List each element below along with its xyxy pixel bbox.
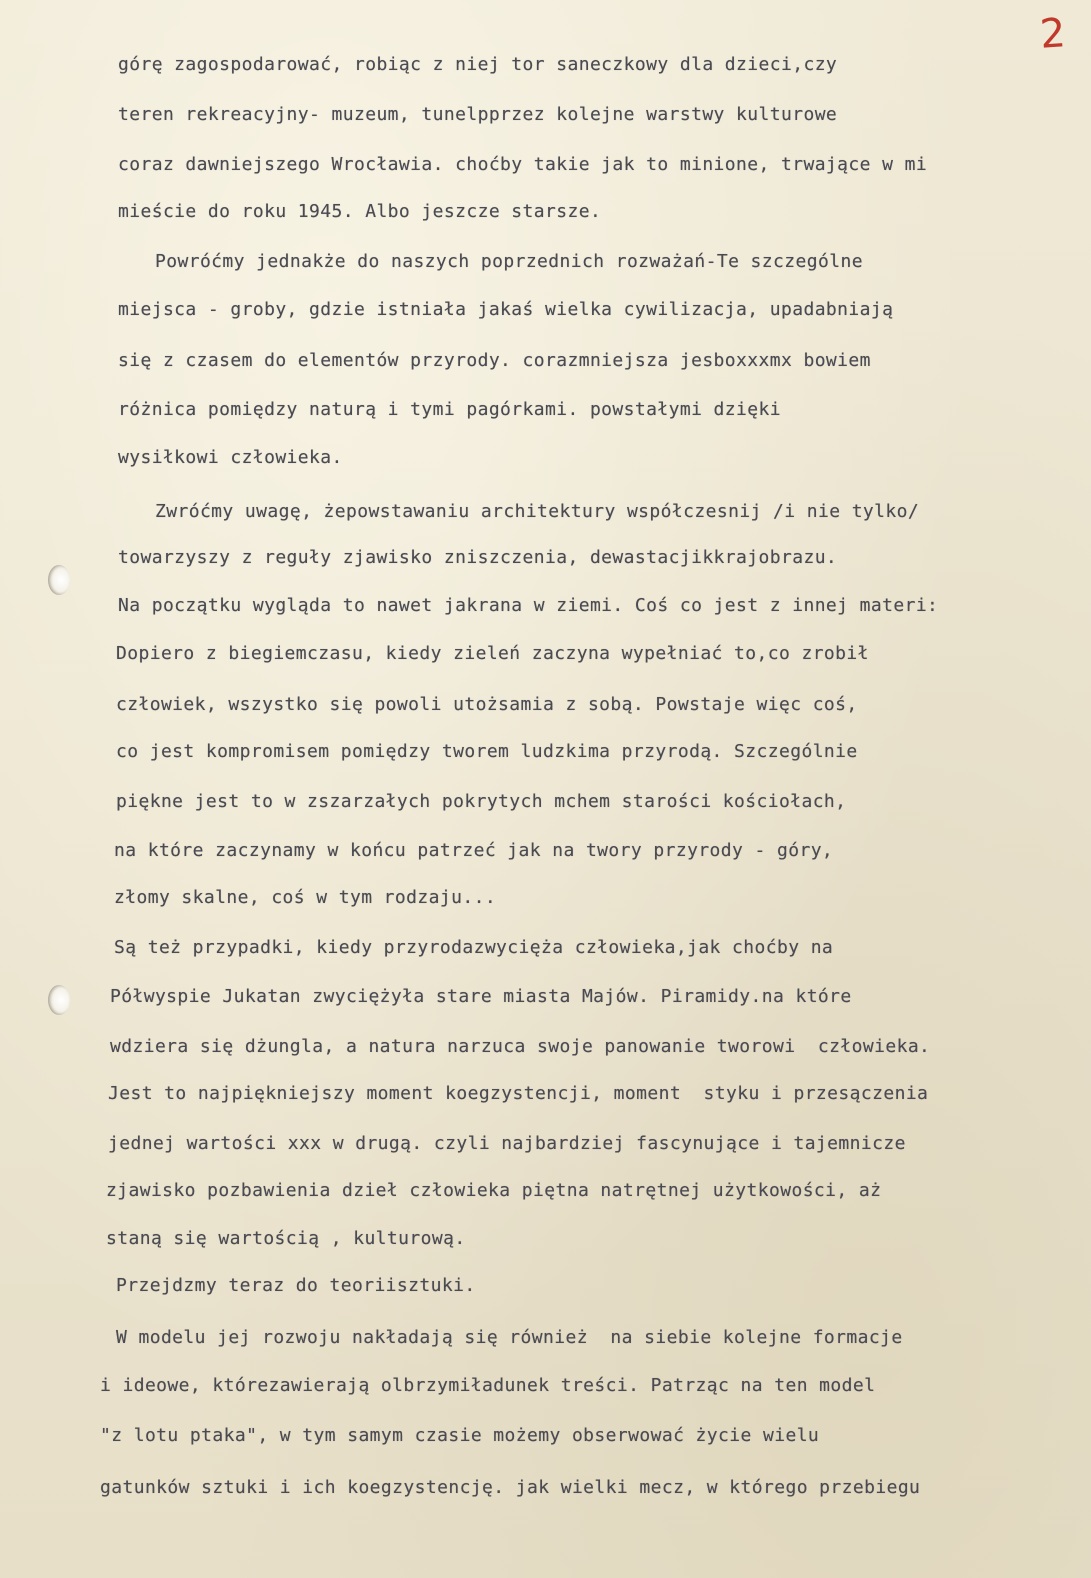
text-line: różnica pomiędzy naturą i tymi pagórkami. powstałymi dzięki [118, 399, 781, 420]
text-line: piękne jest to w zszarzałych pokrytych mchem starości kościołach, [116, 791, 847, 812]
text-line: wysiłkowi człowieka. [118, 447, 343, 468]
text-line: Na początku wygląda to nawet jakrana w ziemi. Coś co jest z innej materi: [118, 595, 939, 616]
text-line: i ideowe, którezawierają olbrzymiładunek treści. Patrząc na ten model [100, 1375, 876, 1396]
text-line: towarzyszy z reguły zjawisko zniszczenia, dewastacjikkrajobrazu. [118, 547, 838, 568]
text-line: jednej wartości xxx w drugą. czyli najbardziej fascynujące i tajemnicze [108, 1133, 906, 1154]
text-line: na które zaczynamy w końcu patrzeć jak na twory przyrody - góry, [114, 840, 834, 861]
text-line: Przejdzmy teraz do teoriisztuki. [116, 1275, 476, 1296]
text-line: zjawisko pozbawienia dzieł człowieka piętna natrętnej użytkowości, aż [106, 1180, 882, 1201]
text-line: Powróćmy jednakże do naszych poprzednich rozważań-Te szczególne [155, 251, 863, 272]
text-line: Półwyspie Jukatan zwyciężyła stare miasta Majów. Piramidy.na które [110, 986, 852, 1007]
text-line: W modelu jej rozwoju nakładają się również na siebie kolejne formacje [116, 1327, 903, 1348]
text-line: człowiek, wszystko się powoli utożsamia z sobą. Powstaje więc coś, [116, 694, 858, 715]
text-line: mieście do roku 1945. Albo jeszcze starsze. [118, 201, 602, 222]
page-number: 2 [1038, 10, 1068, 58]
text-line: Dopiero z biegiemczasu, kiedy zieleń zaczyna wypełniać to,co zrobił [116, 643, 869, 664]
text-line: miejsca - groby, gdzie istniała jakaś wielka cywilizacja, upadabniają [118, 299, 894, 320]
text-line: złomy skalne, coś w tym rodzaju... [114, 887, 497, 908]
text-line: Zwróćmy uwagę, żepowstawaniu architektury współczesnij /i nie tylko/ [155, 501, 920, 522]
punch-hole [48, 565, 70, 595]
text-line: coraz dawniejszego Wrocławia. choćby takie jak to minione, trwające w mi [118, 154, 928, 175]
text-line: teren rekreacyjny- muzeum, tunelpprzez kolejne warstwy kulturowe [118, 104, 838, 125]
text-line: co jest kompromisem pomiędzy tworem ludzkima przyrodą. Szczególnie [116, 741, 858, 762]
text-line: "z lotu ptaka", w tym samym czasie możemy obserwować życie wielu [100, 1425, 820, 1446]
text-line: wdziera się dżungla, a natura narzuca swoje panowanie tworowi człowieka. [110, 1036, 931, 1057]
text-line: gatunków sztuki i ich koegzystencję. jak wielki mecz, w którego przebiegu [100, 1477, 921, 1498]
text-line: staną się wartością , kulturową. [106, 1228, 466, 1249]
text-line: Są też przypadki, kiedy przyrodazwycięża człowieka,jak choćby na [114, 937, 834, 958]
text-line: Jest to najpiękniejszy moment koegzystencji, moment styku i przesączenia [108, 1083, 929, 1104]
text-line: się z czasem do elementów przyrody. corazmniejsza jesboxxxmx bowiem [118, 350, 871, 371]
text-line: górę zagospodarować, robiąc z niej tor saneczkowy dla dzieci,czy [118, 54, 838, 75]
punch-hole [48, 985, 70, 1015]
